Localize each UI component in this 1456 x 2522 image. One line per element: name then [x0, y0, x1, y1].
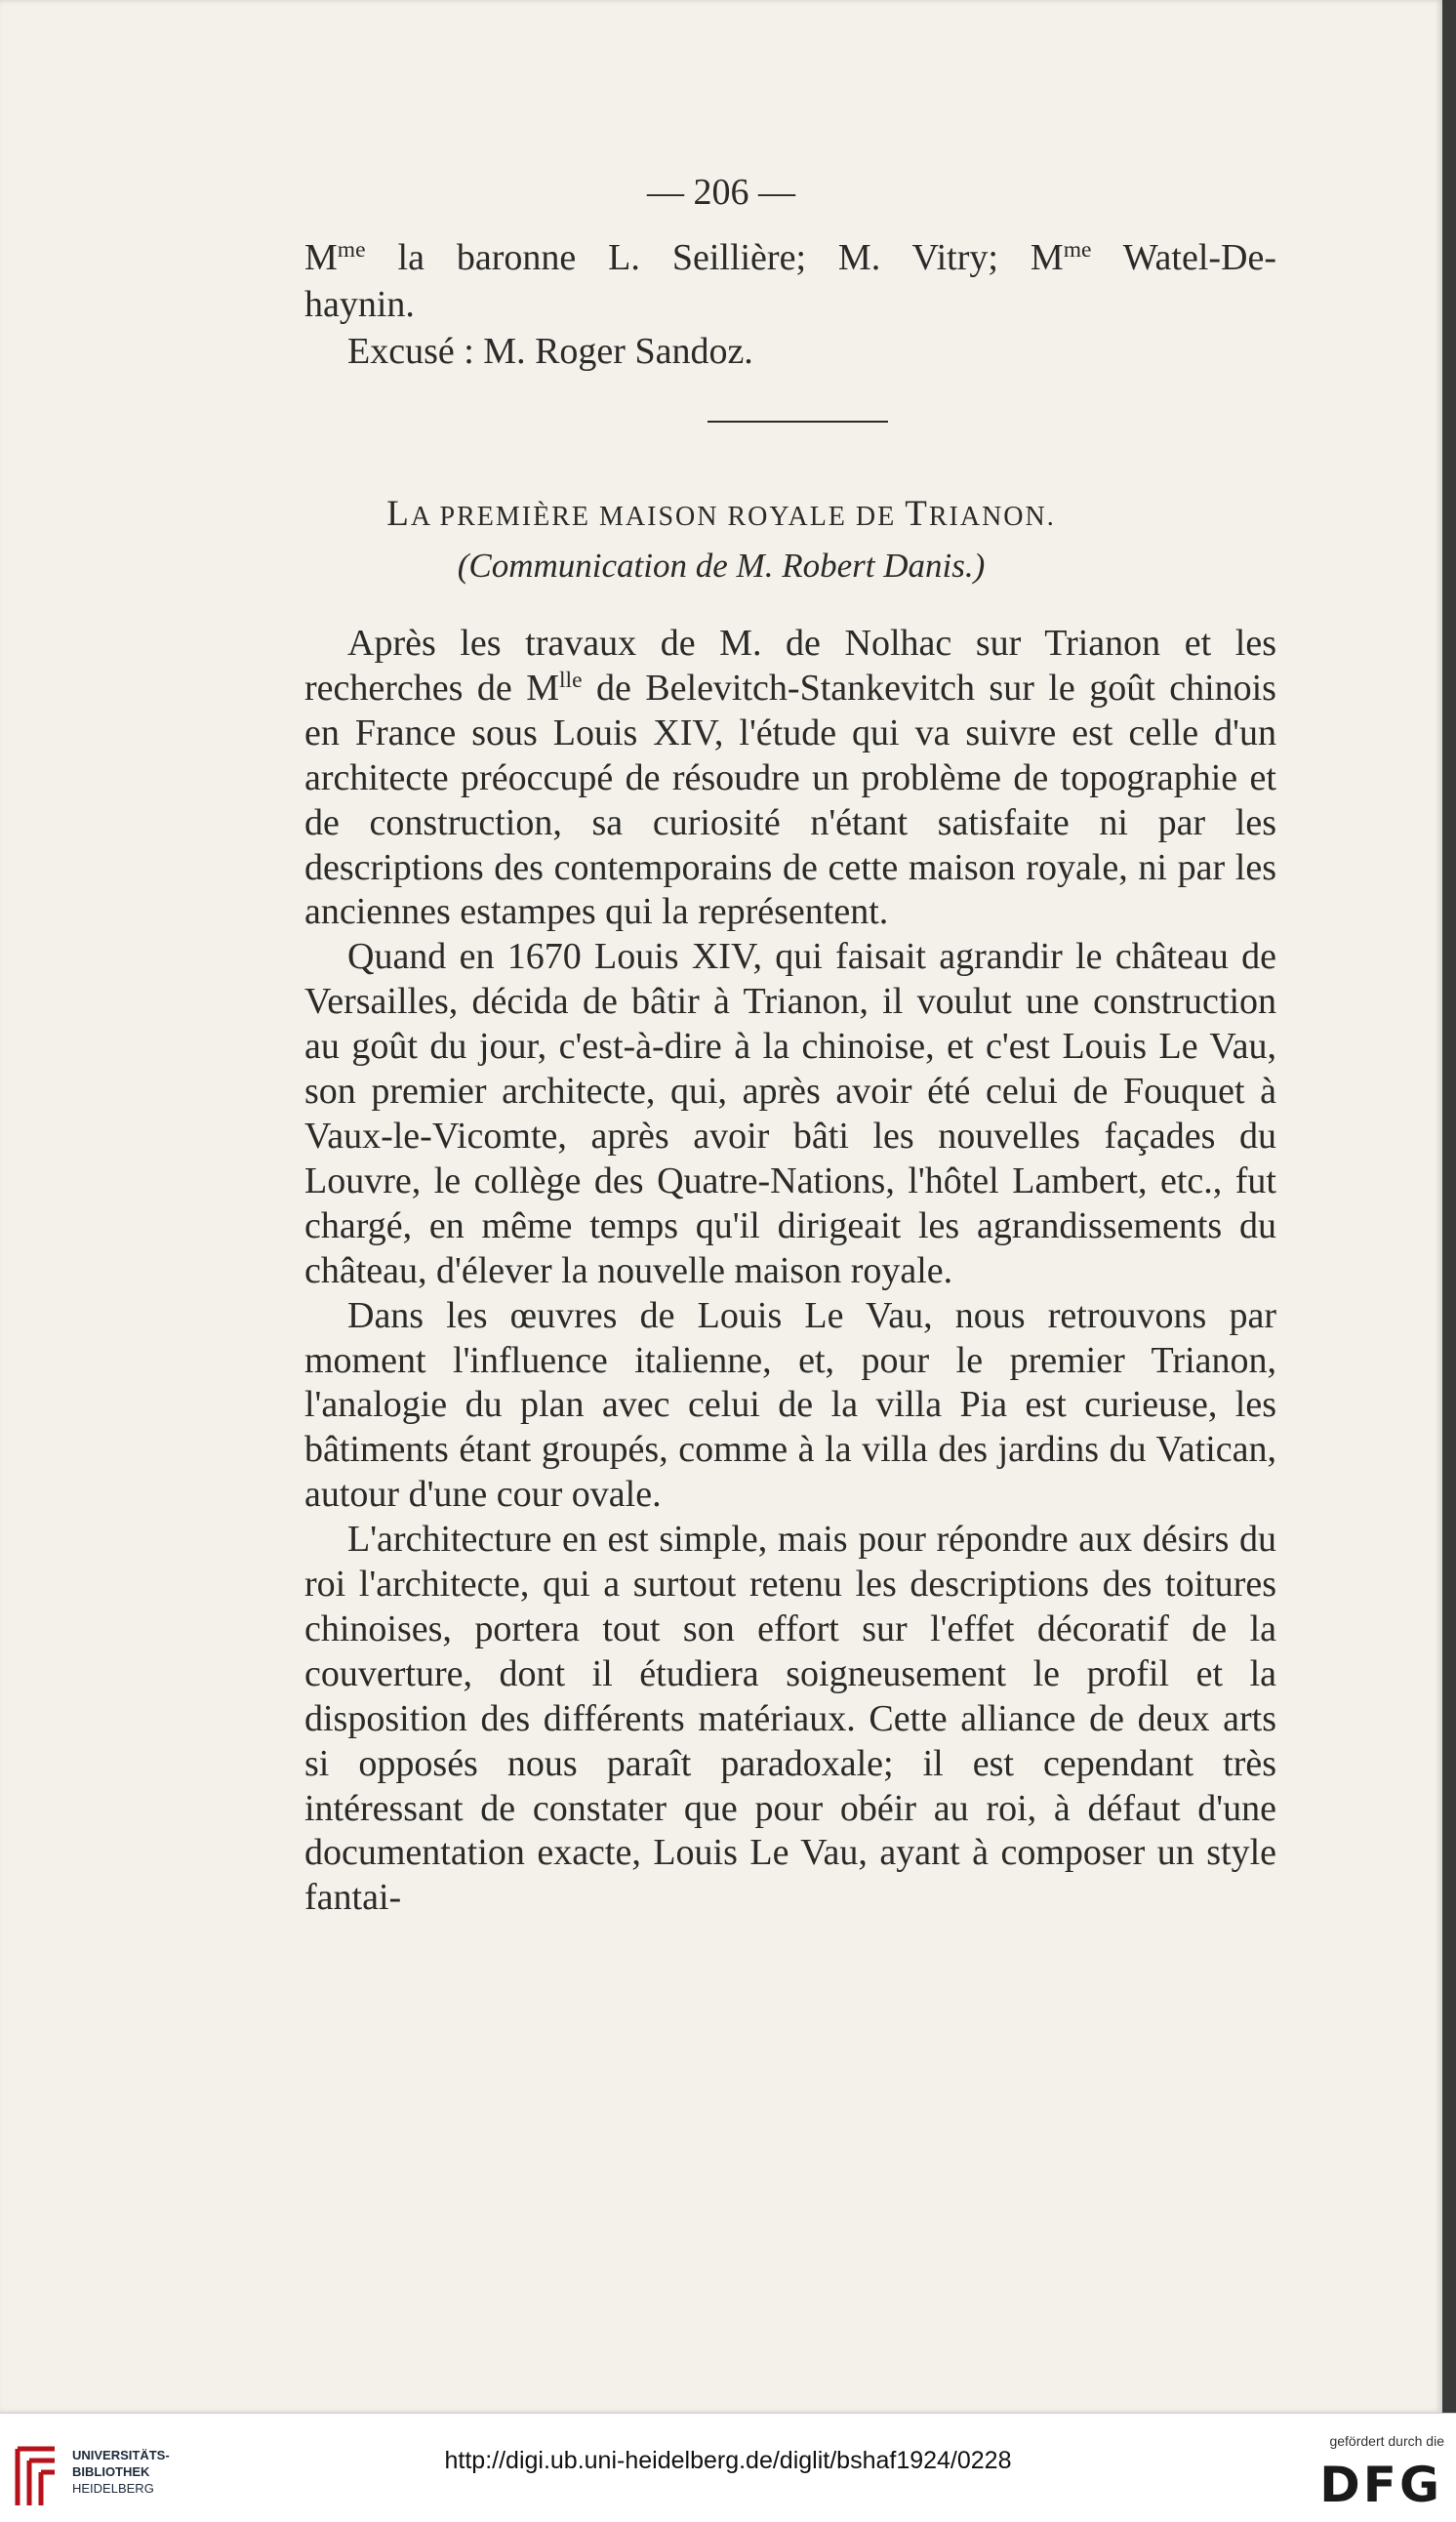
paragraph: Quand en 1670 Louis XIV, qui faisait agrandir le château de Versailles, décida de bâtir à Trianon, il voulut une construction au goût du jour, c'est-à-dire à la chinoise, et c'est Louis Le Vau, son premier architecte, qui, après avoir été celui de Fouquet à Vaux-le-Vicomte, après avoir bâti les nouvelles façades du Louvre, le collège des Quatre-Nations, l'hôtel Lambert, etc., fut chargé, en même temps qu'il dirigeait les agrandissements du château, d'élever la nouvelle maison royale.: [304, 936, 1276, 1291]
library-name-line: BIBLIOTHEK: [72, 2464, 150, 2479]
page-number: — 206 —: [647, 172, 795, 213]
members-line: [304, 234, 1276, 281]
text-span: la baronne L. Seillière; M. Vitry; M: [365, 237, 1064, 278]
attendance-list: [304, 234, 1276, 375]
library-name-line: HEIDELBERG: [72, 2481, 154, 2496]
superscript: lle: [558, 667, 583, 693]
section-divider: [708, 421, 888, 423]
text-span: de Belevitch-Stankevitch sur le goût chinois en France sous Louis XIV, l'étude qui va suivre est celle d'un architecte préoccupé de résoudre un problème de topographie et de construction, sa curiosité n'étant satisfaite ni par les descriptions des contemporains de cette maison royale, ni par les anciennes estampes qui la représentent.: [304, 667, 1276, 933]
paragraph: L'architecture en est simple, mais pour répondre aux désirs du roi l'architecte, qui a surtout retenu les descriptions des toitures chinoises, portera tout son effort sur l'effet décoratif de la couverture, dont il étudiera soigneusement le profil et la disposition des différents matériaux. Cette alliance de deux arts si opposés nous paraît paradoxale; il est cependant très intéressant de constater que pour obéir au roi, à défaut d'une documentation exacte, Louis Le Vau, ayant à composer un style fantai-: [304, 1519, 1276, 1919]
title-small-caps: A PREMIÈRE MAISON ROYALE DE: [410, 502, 906, 532]
text-span: Après les travaux de M. de Nolhac sur Trianon et les recherches de M: [304, 623, 1276, 709]
permalink-url[interactable]: http://digi.ub.uni-heidelberg.de/diglit/bshaf1924/0228: [444, 2447, 1012, 2474]
paragraph: Dans les œuvres de Louis Le Vau, nous retrouvons par moment l'influence italienne, et, pour le premier Trianon, l'analogie du plan avec celui de la villa Pia est curieuse, les bâtiments étant groupés, comme à la villa des jardins du Vatican, autour d'une cour ovale.: [304, 1294, 1276, 1516]
dfg-logo[interactable]: DFG: [1319, 2457, 1442, 2513]
excused-line: Excusé : M. Roger Sandoz.: [347, 331, 753, 372]
viewer-footer: [0, 2413, 1456, 2522]
library-name-line: UNIVERSITÄTS-: [72, 2448, 170, 2462]
title-small-caps: RIANON.: [928, 502, 1056, 532]
superscript: me: [337, 237, 366, 264]
text-span: M: [304, 237, 338, 278]
section-title: [0, 493, 1442, 535]
superscript: me: [1063, 237, 1092, 264]
paragraph: [304, 622, 1276, 935]
section-subtitle: (Communication de M. Robert Danis.): [457, 547, 986, 585]
members-line-2: haynin.: [304, 284, 415, 325]
body-text: [304, 622, 1276, 1921]
funding-caption: gefördert durch die: [1329, 2433, 1444, 2449]
title-initial: L: [386, 494, 411, 534]
text-span: Watel-De-: [1091, 237, 1277, 278]
title-initial: T: [905, 494, 929, 534]
